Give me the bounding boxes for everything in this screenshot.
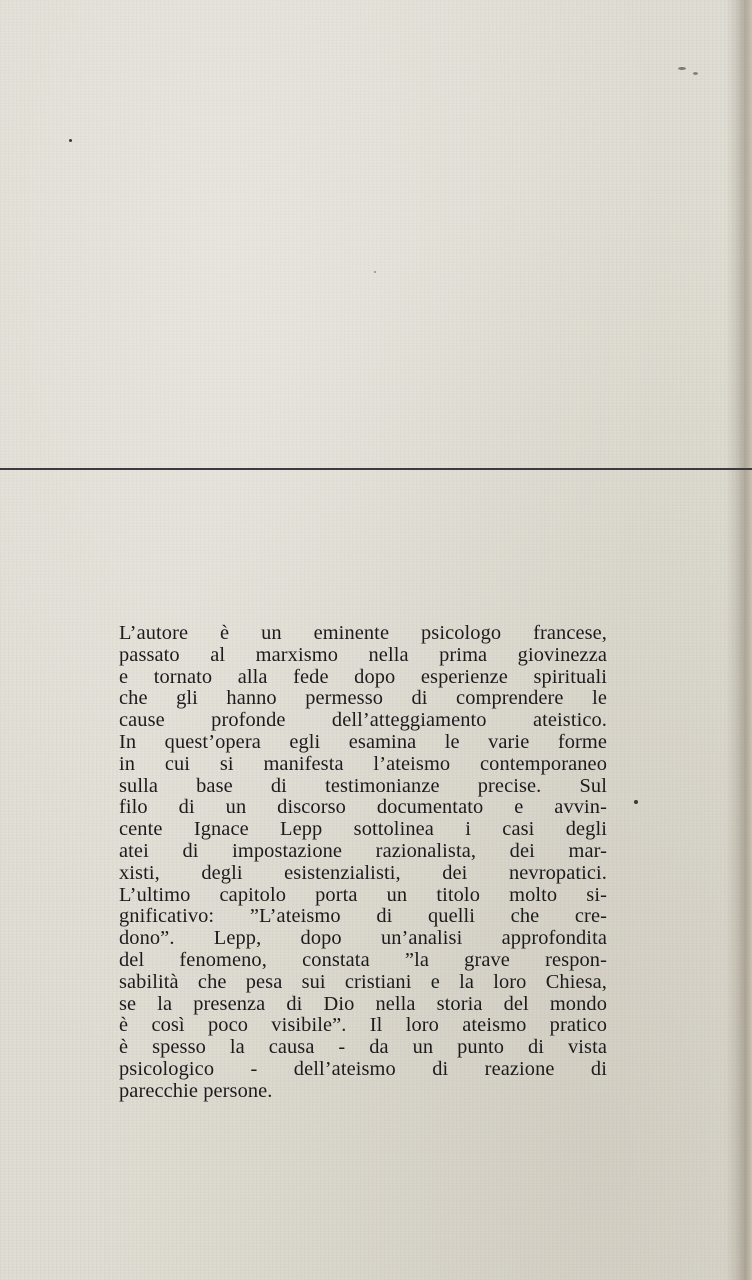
blurb-line: cente Ignace Lepp sottolinea i casi degli — [119, 818, 607, 841]
blurb-line: L’autore è un eminente psicologo francese, — [119, 622, 607, 644]
blurb-line: e tornato alla fede dopo esperienze spirituali — [119, 665, 607, 688]
blurb-line: parecchie persone. — [119, 1079, 273, 1102]
blurb-line: in cui si manifesta l’ateismo contemporaneo — [119, 752, 607, 775]
paper-speck — [69, 139, 72, 142]
blurb-line: se la presenza di Dio nella storia del mondo — [119, 992, 607, 1015]
blurb-line: filo di un discorso documentato e avvin- — [119, 796, 607, 819]
blurb-line: sabilità che pesa sui cristiani e la loro Chiesa, — [119, 970, 607, 993]
blurb-line: gnificativo: ”L’ateismo di quelli che cre- — [119, 905, 607, 928]
blurb-text — [119, 623, 607, 1103]
blurb-line: è così poco visibile”. Il loro ateismo pratico — [119, 1014, 607, 1037]
blurb-line: è spesso la causa - da un punto di vista — [119, 1036, 607, 1059]
blurb-line: dono”. Lepp, dopo un’analisi approfondita — [119, 927, 607, 950]
blurb-line: L’ultimo capitolo porta un titolo molto si- — [119, 883, 607, 906]
blurb-line: che gli hanno permesso di comprendere le — [119, 687, 607, 710]
paper-speck — [678, 67, 686, 70]
blurb-line: psicologico - dell’ateismo di reazione di — [119, 1057, 607, 1080]
blurb-line: In quest’opera egli esamina le varie forme — [119, 730, 607, 753]
paper-speck — [374, 271, 376, 273]
blurb-line: sulla base di testimonianze precise. Sul — [119, 774, 607, 797]
blurb-line: xisti, degli esistenzialisti, dei nevropatici. — [119, 861, 607, 884]
blurb-line: atei di impostazione razionalista, dei mar- — [119, 839, 607, 862]
blurb-line: cause profonde dell’atteggiamento ateistico. — [119, 709, 607, 732]
blurb-line: del fenomeno, constata ”la grave respon- — [119, 948, 607, 971]
paper-speck — [693, 72, 698, 75]
paper-speck — [634, 800, 638, 804]
flap-fold-line — [0, 468, 752, 470]
spine-edge — [726, 0, 752, 1280]
blurb-line: passato al marxismo nella prima giovinezza — [119, 643, 607, 666]
